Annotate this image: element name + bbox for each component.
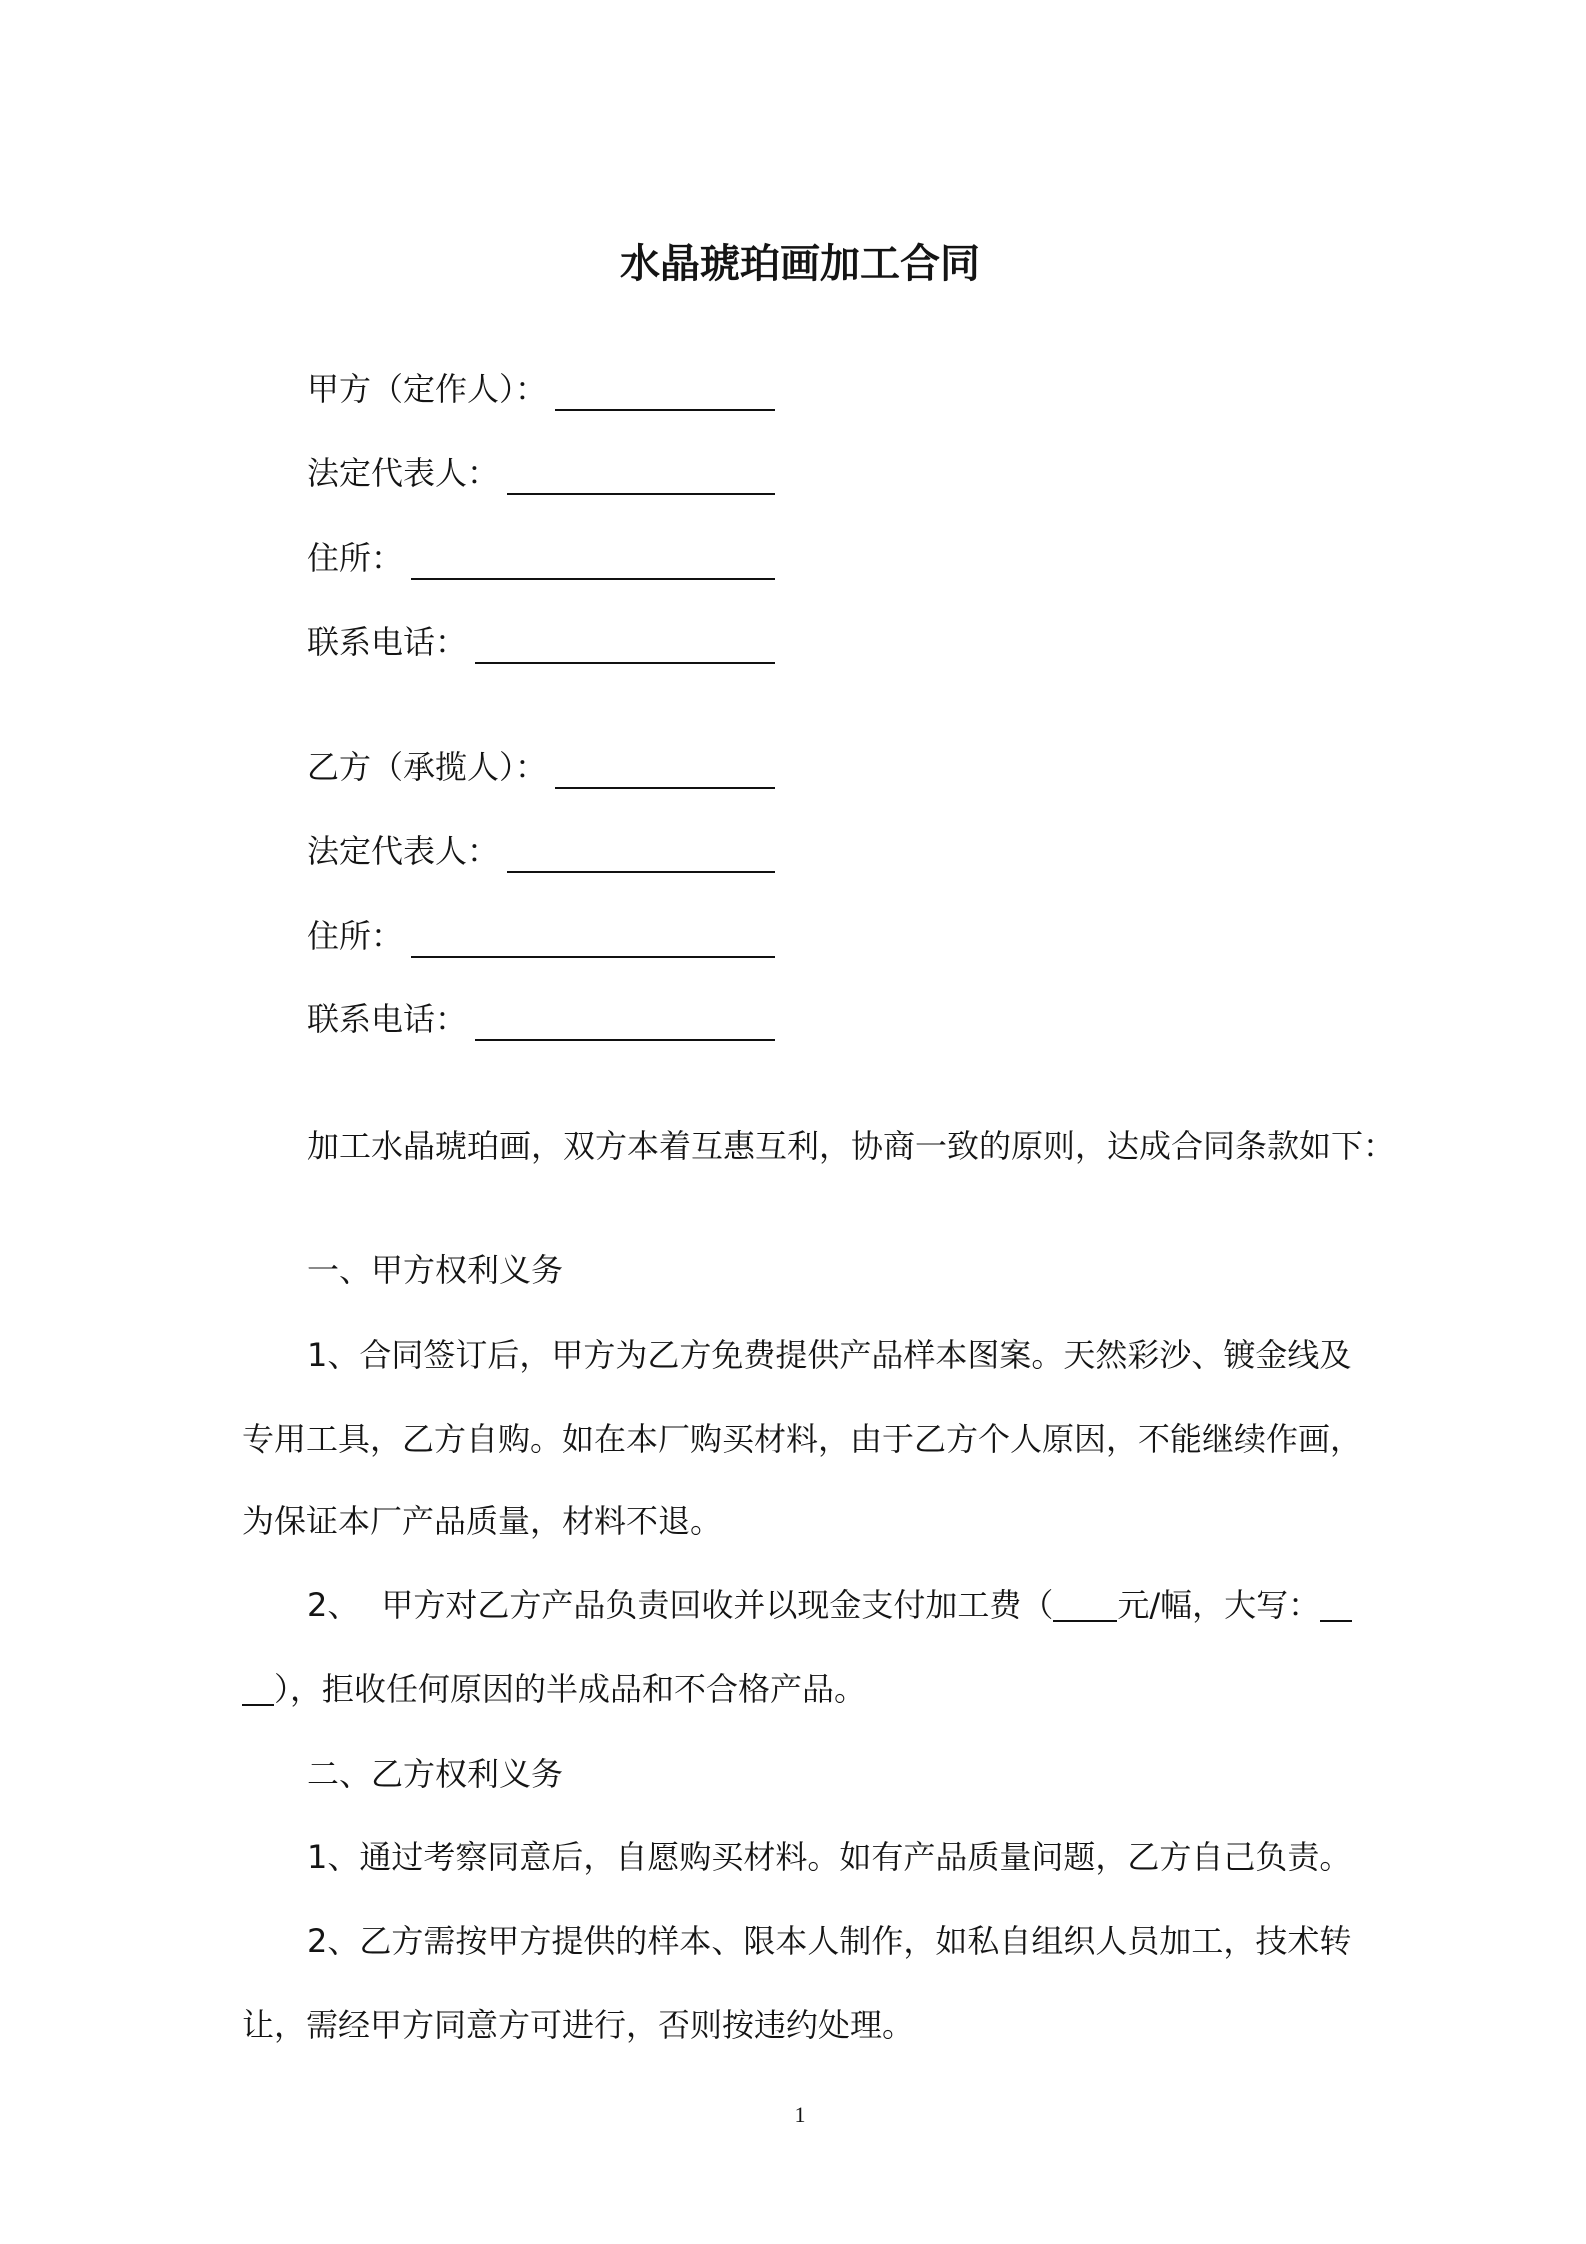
section-2-heading: 二、乙方权利义务 xyxy=(307,1755,564,1793)
party-b-phone-field xyxy=(307,997,775,1041)
price-unit-text: 元/幅，大写： xyxy=(1117,1586,1321,1624)
clause-number: 2、 xyxy=(307,1586,360,1624)
party-a-address-field xyxy=(307,536,775,580)
section-1-clause-2-line-1 xyxy=(307,1581,1352,1629)
clause-text: ），拒收任何原因的半成品和不合格产品。 xyxy=(274,1670,867,1708)
section-1-clause-1-line-1: 1、合同签订后，甲方为乙方免费提供产品样本图案。天然彩沙、镀金线及 xyxy=(307,1336,1352,1374)
clause-text: 甲方对乙方产品负责回收并以现金支付加工费（ xyxy=(381,1586,1054,1624)
party-b-representative-field xyxy=(307,829,775,873)
party-a-address-blank xyxy=(411,538,775,580)
party-a-name-blank xyxy=(555,369,775,411)
party-b-representative-label: 法定代表人： xyxy=(307,832,500,870)
party-b-name-label: 乙方（承揽人）： xyxy=(307,748,548,786)
section-2-clause-2-line-2: 让，需经甲方同意方可进行，否则按违约处理。 xyxy=(242,2006,915,2044)
party-a-phone-field xyxy=(307,620,775,664)
section-2-clause-2-line-1: 2、乙方需按甲方提供的样本、限本人制作，如私自组织人员加工，技术转 xyxy=(307,1922,1352,1960)
party-a-name-label: 甲方（定作人）： xyxy=(307,370,548,408)
party-b-phone-label: 联系电话： xyxy=(307,1000,468,1038)
amount-in-words-blank-end xyxy=(242,1684,274,1706)
section-1-clause-1-line-2: 专用工具，乙方自购。如在本厂购买材料，由于乙方个人原因，不能继续作画， xyxy=(242,1420,1363,1458)
party-b-address-blank xyxy=(411,916,775,958)
party-a-representative-field xyxy=(307,451,775,495)
party-b-representative-blank xyxy=(507,831,775,873)
contract-preamble: 加工水晶琥珀画，双方本着互惠互利，协商一致的原则，达成合同条款如下： xyxy=(307,1127,1396,1165)
party-a-representative-label: 法定代表人： xyxy=(307,454,500,492)
section-1-heading: 一、甲方权利义务 xyxy=(307,1251,564,1289)
section-1-clause-2-line-2 xyxy=(242,1665,866,1713)
contract-title: 水晶琥珀画加工合同 xyxy=(620,241,980,287)
party-a-phone-blank xyxy=(475,622,775,664)
party-a-representative-blank xyxy=(507,453,775,495)
section-2-clause-1-line-1: 1、通过考察同意后，自愿购买材料。如有产品质量问题，乙方自己负责。 xyxy=(307,1838,1352,1876)
party-a-address-label: 住所： xyxy=(307,539,404,577)
price-per-piece-blank xyxy=(1053,1600,1117,1622)
section-1-clause-1-line-3: 为保证本厂产品质量，材料不退。 xyxy=(242,1502,723,1540)
page-number: 1 xyxy=(794,2102,806,2127)
party-b-name-blank xyxy=(555,747,775,789)
party-a-phone-label: 联系电话： xyxy=(307,623,468,661)
party-a-name-field xyxy=(307,367,775,411)
party-b-address-field xyxy=(307,914,775,958)
party-b-address-label: 住所： xyxy=(307,917,404,955)
amount-in-words-blank-start xyxy=(1320,1600,1352,1622)
party-b-name-field xyxy=(307,745,775,789)
party-b-phone-blank xyxy=(475,999,775,1041)
